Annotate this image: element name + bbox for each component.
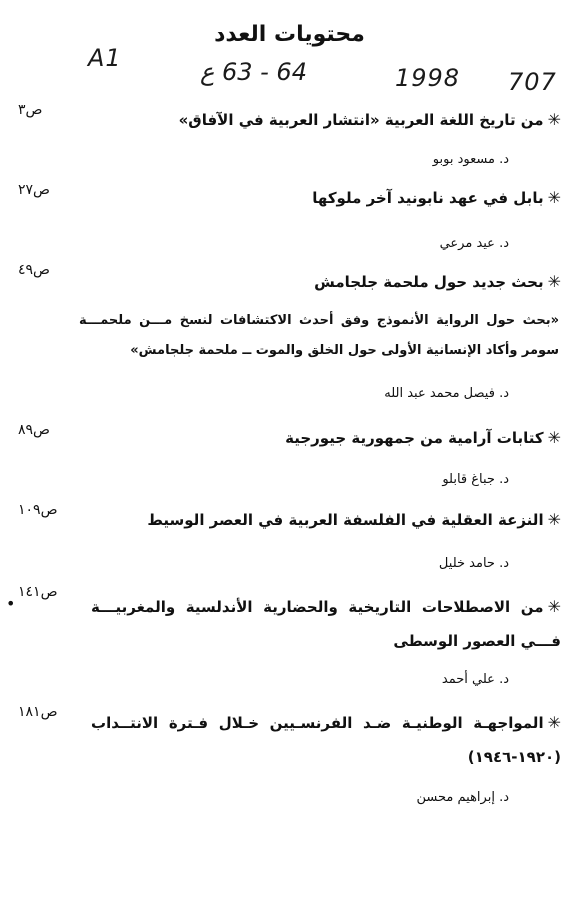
star-bullet-icon: ✳ <box>547 510 561 529</box>
entry-title <box>91 426 561 450</box>
toc-entry <box>91 186 561 210</box>
entry-description: «بحث حول الرواية الأنموذج وفق أحدث الاكتشافات لنسخ مـــن ملحمـــة سومر وأكاد الإنسانية الأولى حول الخلق والموت ــ ملحمة جلجامش» <box>79 313 559 358</box>
entry-title-text: المواجهـة الوطنيـة ضـد الفرنسـيين خـلال فـترة الانتــداب (١٩٢٠-١٩٤٦) <box>91 714 561 766</box>
entry-author: د. حامد خليل <box>438 556 509 571</box>
page-ref: ص١٨١ <box>18 704 58 720</box>
entry-title <box>91 186 561 210</box>
page-ref: ص١٤١ <box>18 584 58 600</box>
star-bullet-icon: ✳ <box>547 188 561 207</box>
handwritten-year: 1998 <box>395 64 461 92</box>
entry-title <box>91 270 561 294</box>
entry-title <box>91 706 561 774</box>
entry-author: د. علي أحمد <box>441 672 509 687</box>
entry-title-text: النزعة العقلية في الفلسفة العربية في العصر الوسيط <box>147 511 544 529</box>
entry-author: د. مسعود بوبو <box>432 152 509 167</box>
entry-title <box>91 108 561 132</box>
handwritten-issue: 64 - 63 ع <box>200 58 307 86</box>
entry-title-text: من تاريخ اللغة العربية «انتشار العربية في الآفاق» <box>178 111 544 129</box>
entry-author: د. جباغ قابلو <box>442 472 509 487</box>
toc-entry <box>91 426 561 450</box>
star-bullet-icon: ✳ <box>547 272 561 291</box>
toc-entry <box>91 706 561 774</box>
star-bullet-icon: ✳ <box>547 428 561 447</box>
star-bullet-icon: ✳ <box>547 713 561 732</box>
entry-author: د. فيصل محمد عبد الله <box>384 386 509 401</box>
toc-entry <box>91 270 561 294</box>
page-ref: ص٨٩ <box>18 422 50 438</box>
star-bullet-icon: ✳ <box>547 110 561 129</box>
handwritten-number: 707 <box>508 68 557 96</box>
page-ref: ص٢٧ <box>18 182 50 198</box>
page-ref: ص٤٩ <box>18 262 50 278</box>
page-title: محتويات العدد <box>214 22 365 47</box>
entry-title <box>91 508 561 532</box>
entry-author: د. إبراهيم محسن <box>416 790 509 805</box>
entry-author: د. عيد مرعي <box>439 236 509 251</box>
entry-title-text: من الاصطلاحات التاريخية والحضارية الأندلسية والمغربيـــة فـــي العصور الوسطى <box>91 598 561 650</box>
handwritten-code: A1 <box>88 44 122 72</box>
page-ref: ص٣ <box>18 102 43 118</box>
page-ref: ص١٠٩ <box>18 502 58 518</box>
toc-entry <box>91 108 561 132</box>
toc-entry <box>91 508 561 532</box>
entry-title-text: بابل في عهد نابونيد آخر ملوكها <box>312 189 544 207</box>
entry-title-text: بحث جديد حول ملحمة جلجامش <box>314 273 544 291</box>
margin-dot: • <box>6 594 16 613</box>
entry-title-text: كتابات آرامية من جمهورية جيورجية <box>285 429 544 447</box>
toc-entry <box>91 590 561 658</box>
entry-title <box>91 590 561 658</box>
star-bullet-icon: ✳ <box>547 597 561 616</box>
